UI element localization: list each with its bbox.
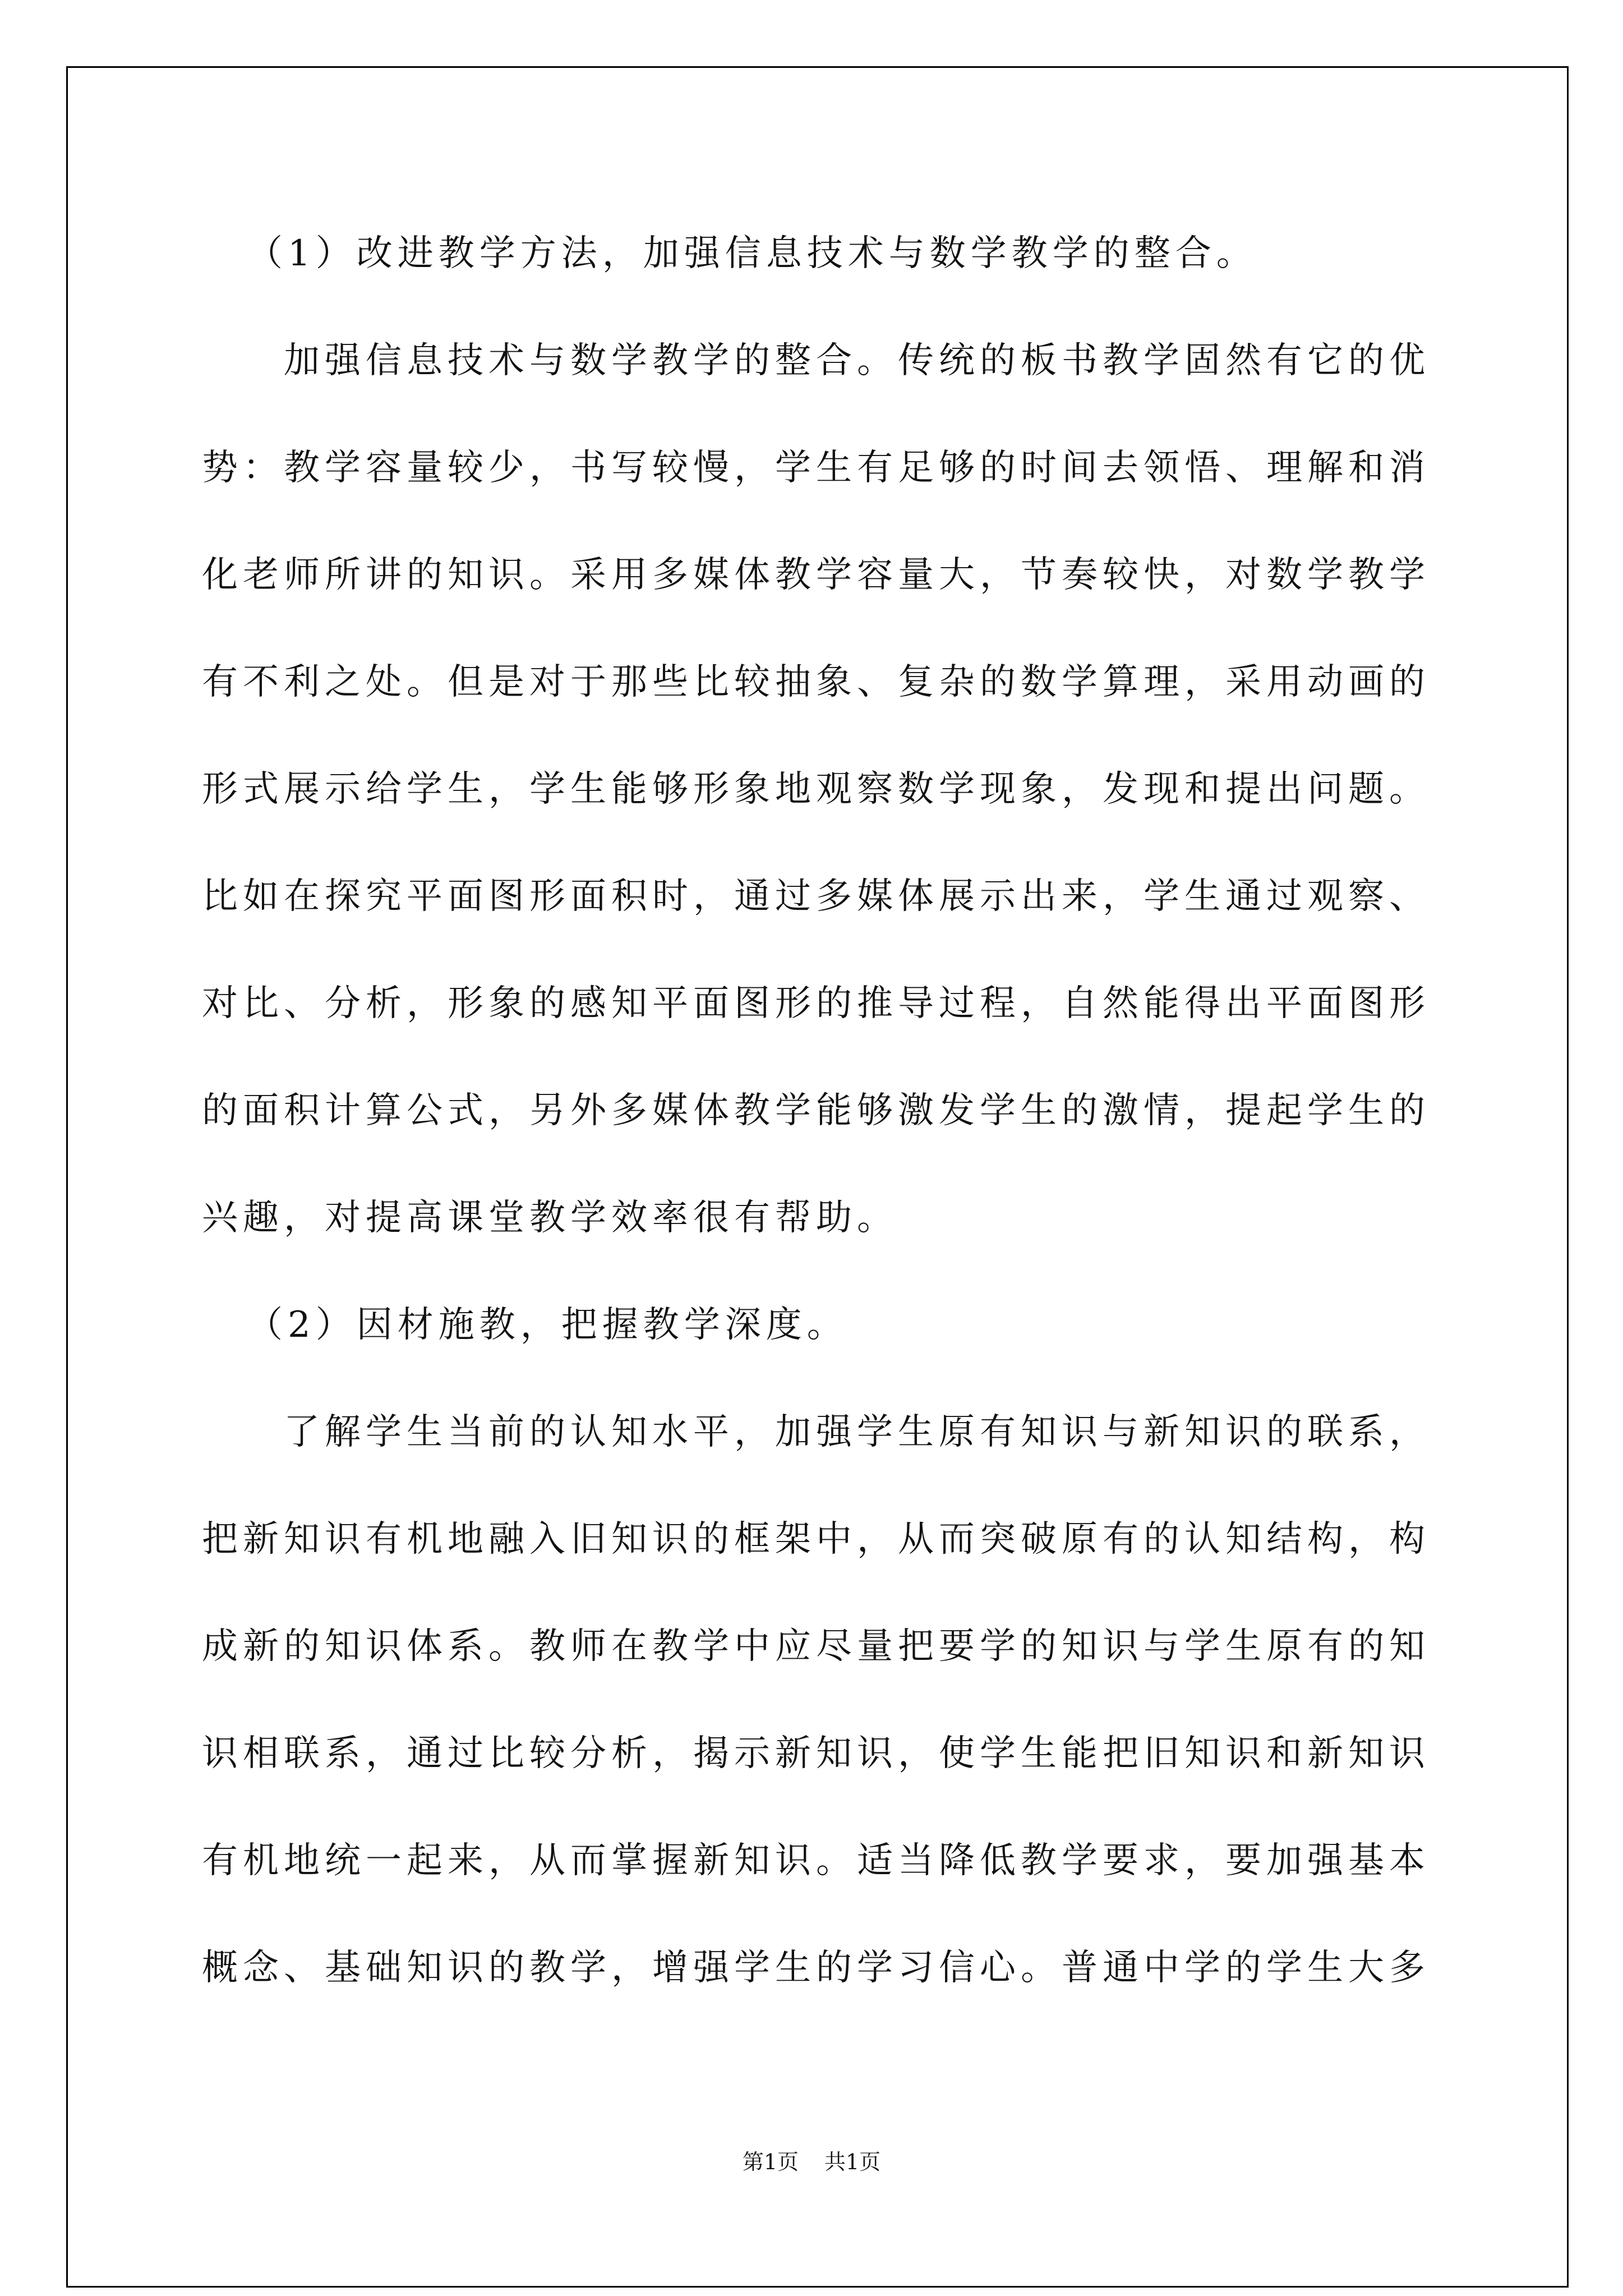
text-line: 的面积计算公式，另外多媒体教学能够激发学生的激情，提起学生的 [202, 1090, 1430, 1131]
text-line: 兴趣，对提高课堂教学效率很有帮助。 [202, 1197, 898, 1239]
text-line: 化老师所讲的知识。采用多媒体教学容量大，节奏较快，对数学教学 [202, 554, 1430, 596]
page-number: 第1页 [742, 2150, 799, 2174]
text-line: 把新知识有机地融入旧知识的框架中，从而突破原有的认知结构，构 [202, 1519, 1430, 1560]
page-footer [0, 2146, 1623, 2178]
text-line: 对比、分析，形象的感知平面图形的推导过程，自然能得出平面图形 [202, 983, 1430, 1024]
text-line: 加强信息技术与数学教学的整合。传统的板书教学固然有它的优 [284, 340, 1430, 381]
text-line: 形式展示给学生，学生能够形象地观察数学现象，发现和提出问题。 [202, 769, 1430, 810]
text-line: （2）因材施教，把握教学深度。 [247, 1304, 848, 1346]
document-body [202, 200, 1447, 2022]
section-heading-1 [202, 200, 1447, 307]
text-line: 识相联系，通过比较分析，揭示新知识，使学生能把旧知识和新知识 [202, 1733, 1430, 1774]
text-line: 了解学生当前的认知水平，加强学生原有知识与新知识的联系， [284, 1411, 1430, 1453]
section-heading-2 [202, 1272, 1447, 1379]
text-line: 概念、基础知识的教学，增强学生的学习信心。普通中学的学生大多 [202, 1947, 1430, 1989]
paragraph [202, 307, 1447, 1272]
page-total: 共1页 [824, 2150, 881, 2174]
text-line: 势：教学容量较少，书写较慢，学生有足够的时间去领悟、理解和消 [202, 447, 1430, 489]
text-line: 成新的知识体系。教师在教学中应尽量把要学的知识与学生原有的知 [202, 1626, 1430, 1667]
text-line: 比如在探究平面图形面积时，通过多媒体展示出来，学生通过观察、 [202, 876, 1430, 917]
text-line: （1）改进教学方法，加强信息技术与数学教学的整合。 [247, 233, 1257, 274]
paragraph [202, 1379, 1447, 2022]
text-line: 有机地统一起来，从而掌握新知识。适当降低教学要求，要加强基本 [202, 1840, 1430, 1881]
text-line: 有不利之处。但是对于那些比较抽象、复杂的数学算理，采用动画的 [202, 661, 1430, 703]
